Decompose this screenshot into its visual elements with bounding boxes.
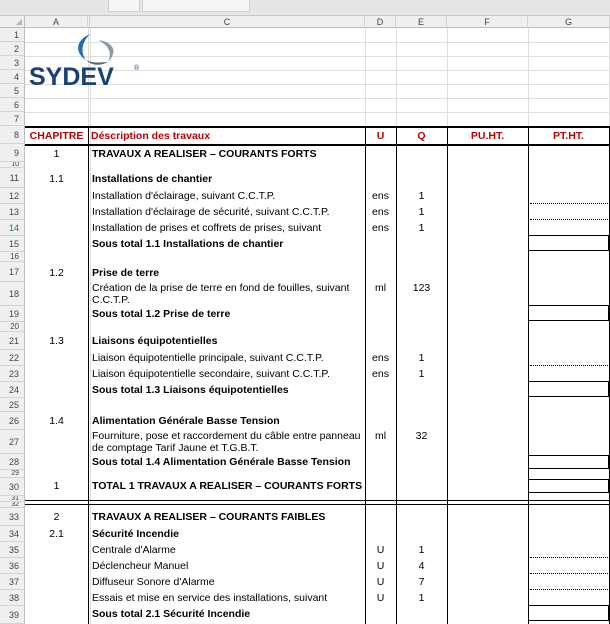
table-col-border bbox=[528, 128, 529, 624]
pt-dotted-cell[interactable] bbox=[530, 589, 608, 590]
row-header[interactable]: 8 bbox=[0, 126, 25, 144]
row-header[interactable]: 16 bbox=[0, 252, 25, 262]
qty-cell[interactable]: 7 bbox=[418, 576, 425, 588]
pt-dotted-cell[interactable] bbox=[530, 573, 608, 574]
description-cell[interactable]: TRAVAUX A REALISER – COURANTS FAIBLES bbox=[92, 511, 326, 523]
row-header[interactable]: 26 bbox=[0, 412, 25, 430]
subtotal-label[interactable]: Sous total 2.1 Sécurité Incendie bbox=[92, 608, 251, 620]
chapitre-cell[interactable]: 1 bbox=[53, 480, 60, 492]
pt-dotted-cell[interactable] bbox=[530, 203, 608, 204]
column-header-a[interactable]: A bbox=[25, 16, 88, 28]
unit-cell[interactable]: U bbox=[376, 592, 385, 604]
subtotal-value-box[interactable] bbox=[528, 235, 609, 251]
chapitre-cell[interactable]: 1.1 bbox=[49, 173, 64, 185]
unit-cell[interactable]: ml bbox=[374, 430, 387, 442]
description-cell[interactable]: Création de la prise de terre en fond de fouilles, suivant C.C.T.P. bbox=[92, 282, 350, 306]
row-header[interactable]: 5 bbox=[0, 84, 25, 98]
row-header[interactable]: 4 bbox=[0, 70, 25, 84]
row-header[interactable]: 38 bbox=[0, 590, 25, 606]
svg-text:®: ® bbox=[134, 65, 140, 72]
description-cell[interactable]: Liaison équipotentielle principale, suivant C.C.T.P. bbox=[92, 352, 324, 364]
description-cell[interactable]: Installation de prises et coffrets de prises, suivant bbox=[92, 222, 322, 234]
description-cell[interactable]: Essais et mise en service des installations, suivant bbox=[92, 592, 328, 604]
column-header-e[interactable]: E bbox=[396, 16, 447, 28]
total-label[interactable]: TOTAL 1 TRAVAUX A REALISER – COURANTS FORTS bbox=[92, 480, 363, 492]
unit-cell[interactable]: U bbox=[376, 576, 385, 588]
row-header[interactable]: 3 bbox=[0, 56, 25, 70]
pt-dotted-cell[interactable] bbox=[530, 219, 608, 220]
description-cell[interactable]: Diffuseur Sonore d'Alarme bbox=[92, 576, 215, 588]
row-header[interactable]: 22 bbox=[0, 350, 25, 366]
row-header[interactable]: 7 bbox=[0, 112, 25, 126]
row-header[interactable]: 21 bbox=[0, 332, 25, 350]
qty-cell[interactable]: 1 bbox=[418, 368, 425, 380]
chapitre-cell[interactable]: 2 bbox=[53, 511, 60, 523]
subtotal-label[interactable]: Sous total 1.1 Installations de chantier bbox=[92, 238, 284, 250]
chapitre-cell[interactable]: 2.1 bbox=[49, 528, 64, 540]
chapitre-cell[interactable]: 1.2 bbox=[49, 267, 64, 279]
svg-text:SYDEV: SYDEV bbox=[29, 63, 114, 91]
unit-cell[interactable]: ens bbox=[372, 352, 389, 364]
select-all-corner[interactable] bbox=[0, 16, 25, 28]
row-header[interactable]: 24 bbox=[0, 382, 25, 398]
gridline bbox=[25, 112, 610, 113]
header-pt: PT.HT. bbox=[553, 130, 584, 142]
subtotal-value-box[interactable] bbox=[528, 605, 609, 621]
header-pu: PU.HT. bbox=[470, 130, 505, 142]
qty-cell[interactable]: 1 bbox=[418, 190, 425, 202]
description-cell[interactable]: Alimentation Générale Basse Tension bbox=[92, 415, 280, 427]
section-divider bbox=[25, 500, 610, 501]
subtotal-label[interactable]: Sous total 1.4 Alimentation Générale Basse Tension bbox=[92, 456, 351, 468]
subtotal-label[interactable]: Sous total 1.3 Liaisons équipotentielles bbox=[92, 384, 289, 396]
subtotal-label[interactable]: Sous total 1.2 Prise de terre bbox=[92, 308, 231, 320]
row-header[interactable]: 28 bbox=[0, 454, 25, 470]
row-header[interactable]: 11 bbox=[0, 168, 25, 188]
column-header-c[interactable]: C bbox=[90, 16, 365, 28]
header-unit: U bbox=[376, 130, 385, 142]
ribbon-tab[interactable] bbox=[108, 0, 140, 12]
row-header[interactable]: 39 bbox=[0, 606, 25, 624]
unit-cell[interactable]: ens bbox=[372, 368, 389, 380]
description-cell[interactable]: Installation d'éclairage de sécurité, suivant C.C.T.P. bbox=[92, 206, 330, 218]
row-header[interactable]: 29 bbox=[0, 470, 25, 478]
qty-cell[interactable]: 4 bbox=[418, 560, 425, 572]
unit-cell[interactable]: U bbox=[376, 560, 385, 572]
unit-cell[interactable]: ens bbox=[372, 222, 389, 234]
header-chapitre: CHAPITRE bbox=[29, 130, 84, 142]
row-header[interactable]: 34 bbox=[0, 526, 25, 542]
unit-cell[interactable]: ml bbox=[374, 282, 387, 294]
description-cell[interactable]: Déclencheur Manuel bbox=[92, 560, 189, 572]
row-header[interactable]: 12 bbox=[0, 188, 25, 204]
qty-cell[interactable]: 1 bbox=[418, 352, 425, 364]
row-header[interactable]: 33 bbox=[0, 508, 25, 526]
qty-cell[interactable]: 1 bbox=[418, 544, 425, 556]
row-header[interactable]: 27 bbox=[0, 430, 25, 454]
row-header[interactable]: 35 bbox=[0, 542, 25, 558]
row-header[interactable]: 15 bbox=[0, 236, 25, 252]
header-qty: Q bbox=[417, 130, 426, 142]
column-header-g[interactable]: G bbox=[528, 16, 610, 28]
qty-cell[interactable]: 1 bbox=[418, 206, 425, 218]
subtotal-value-box[interactable] bbox=[528, 455, 609, 469]
chapitre-cell[interactable]: 1.4 bbox=[49, 415, 64, 427]
description-cell[interactable]: Sécurité Incendie bbox=[92, 528, 179, 540]
column-header-d[interactable]: D bbox=[365, 16, 396, 28]
description-cell[interactable]: Installation d'éclairage, suivant C.C.T.P. bbox=[92, 190, 276, 202]
ribbon-tab[interactable] bbox=[142, 0, 250, 12]
qty-cell[interactable]: 123 bbox=[412, 282, 431, 294]
row-header[interactable]: 9 bbox=[0, 144, 25, 162]
table-col-border bbox=[447, 128, 448, 624]
qty-cell[interactable]: 1 bbox=[418, 222, 425, 234]
sydev-logo bbox=[28, 30, 143, 92]
description-cell[interactable]: Fourniture, pose et raccordement du câble entre panneau de comptage Tarif Jaune et T.G.B.T. bbox=[92, 430, 361, 454]
row-header[interactable]: 18 bbox=[0, 282, 25, 306]
row-header-selected[interactable]: 14 bbox=[0, 220, 25, 236]
row-header[interactable]: 2 bbox=[0, 42, 25, 56]
section-divider bbox=[25, 504, 610, 505]
row-header[interactable]: 32 bbox=[0, 502, 25, 508]
row-header[interactable]: 30 bbox=[0, 478, 25, 496]
subtotal-value-box[interactable] bbox=[528, 381, 609, 397]
unit-cell[interactable]: U bbox=[376, 544, 385, 556]
row-header[interactable]: 13 bbox=[0, 204, 25, 220]
row-header[interactable]: 10 bbox=[0, 162, 25, 168]
chapitre-cell[interactable]: 1.3 bbox=[49, 335, 64, 347]
row-header[interactable]: 1 bbox=[0, 28, 25, 42]
total-value-box[interactable] bbox=[528, 479, 609, 493]
row-header[interactable]: 6 bbox=[0, 98, 25, 112]
chapitre-cell[interactable]: 1 bbox=[53, 148, 60, 160]
gridline bbox=[90, 28, 91, 624]
row-header[interactable]: 37 bbox=[0, 574, 25, 590]
description-cell[interactable]: TRAVAUX A REALISER – COURANTS FORTS bbox=[92, 148, 317, 160]
qty-cell[interactable]: 32 bbox=[415, 430, 428, 442]
description-cell[interactable]: Liaison équipotentielle secondaire, suivant C.C.T.P. bbox=[92, 368, 330, 380]
row-header[interactable]: 23 bbox=[0, 366, 25, 382]
table-col-border bbox=[88, 128, 89, 624]
ribbon-strip bbox=[0, 0, 610, 16]
unit-cell[interactable]: ens bbox=[372, 190, 389, 202]
column-header-f[interactable]: F bbox=[447, 16, 528, 28]
qty-cell[interactable]: 1 bbox=[418, 592, 425, 604]
row-header[interactable]: 36 bbox=[0, 558, 25, 574]
row-header[interactable]: 25 bbox=[0, 398, 25, 412]
description-cell[interactable]: Prise de terre bbox=[92, 267, 160, 279]
gridline bbox=[25, 98, 610, 99]
description-cell[interactable]: Installations de chantier bbox=[92, 173, 213, 185]
row-header[interactable]: 31 bbox=[0, 496, 25, 502]
header-description: Déscription des travaux bbox=[91, 130, 211, 142]
description-cell[interactable]: Liaisons équipotentielles bbox=[92, 335, 218, 347]
unit-cell[interactable]: ens bbox=[372, 206, 389, 218]
row-header[interactable]: 17 bbox=[0, 262, 25, 282]
row-header[interactable]: 20 bbox=[0, 322, 25, 332]
row-header[interactable]: 19 bbox=[0, 306, 25, 322]
pt-dotted-cell[interactable] bbox=[530, 557, 608, 558]
pt-dotted-cell[interactable] bbox=[530, 365, 608, 366]
description-cell[interactable]: Centrale d'Alarme bbox=[92, 544, 176, 556]
subtotal-value-box[interactable] bbox=[528, 305, 609, 321]
